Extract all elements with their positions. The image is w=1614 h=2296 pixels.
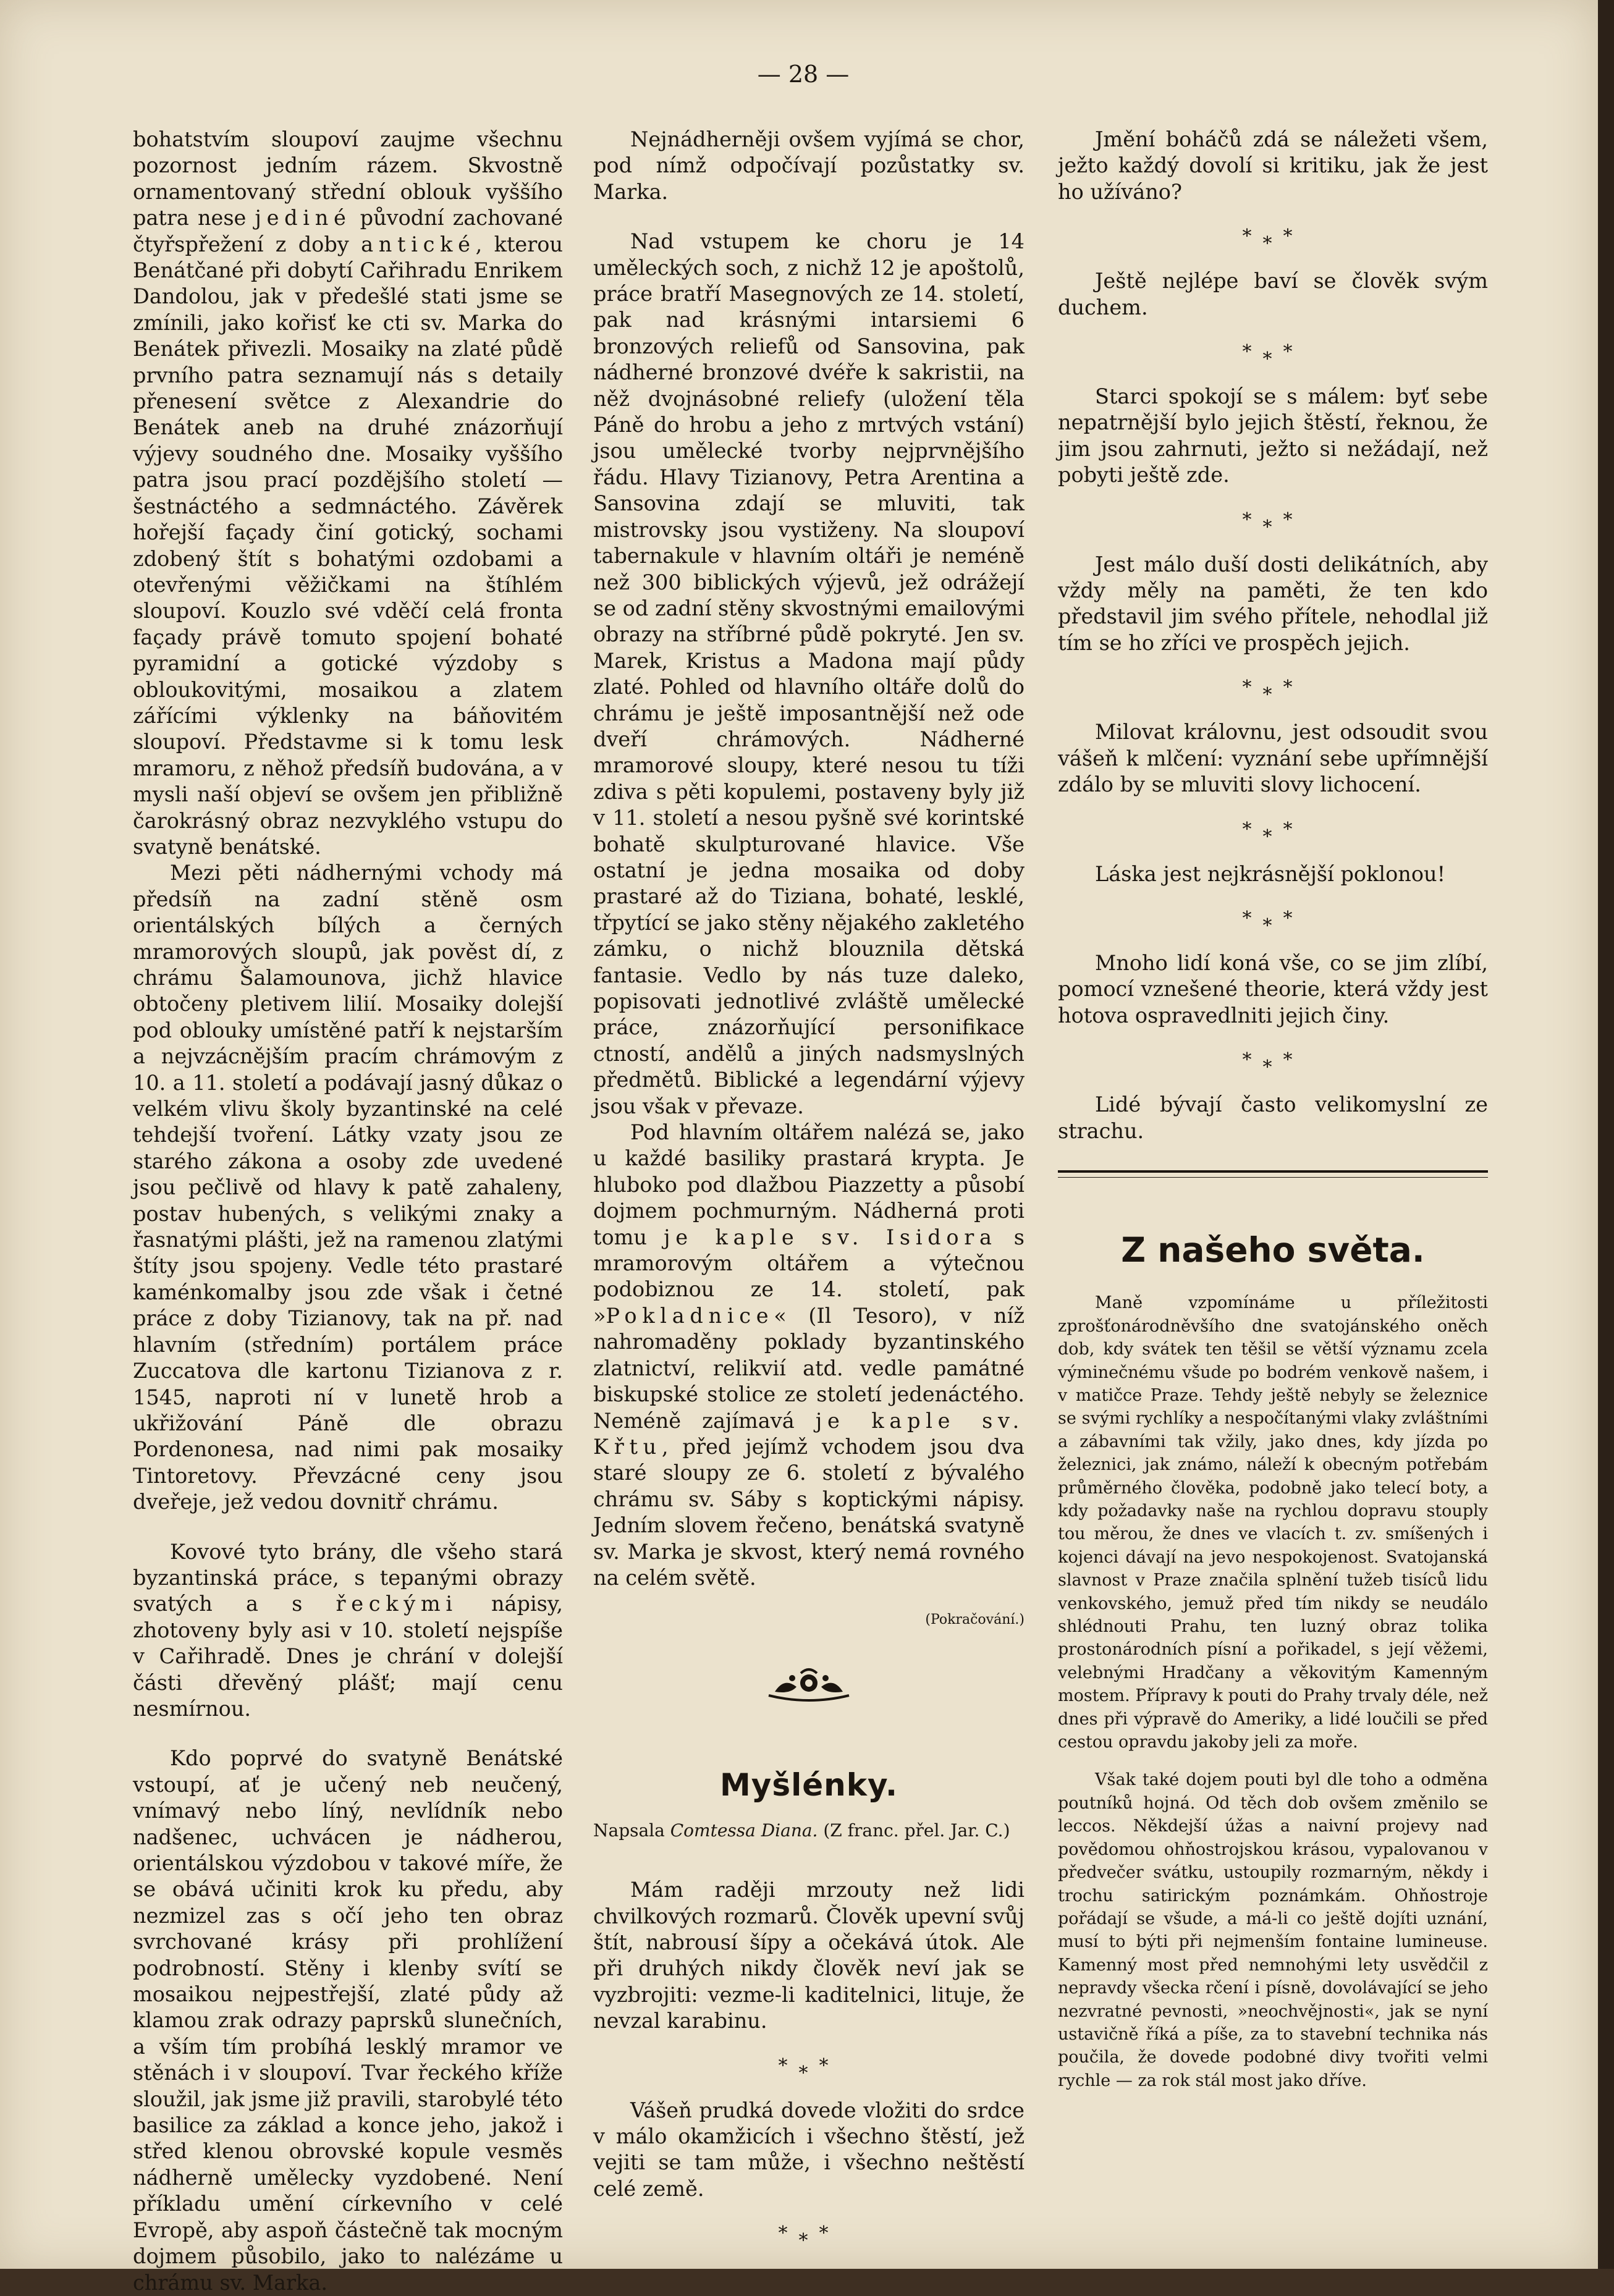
column-middle xyxy=(593,127,1025,2265)
maxim: Jest málo duší dosti delikátních, aby vždy měly na paměti, že ten kdo představil jim svého přítele, nehodlal již tím se ho zříci ve prospěch jejich. xyxy=(1058,552,1488,655)
maxim: Lidé bývají často velikomyslní ze strachu. xyxy=(1058,1092,1488,1143)
column-right xyxy=(1058,127,1488,2092)
continuation-note: (Pokračování.) xyxy=(925,1612,1025,1628)
section-divider-rule xyxy=(1058,1170,1488,1178)
page-number: — 28 — xyxy=(757,61,850,88)
asterism-divider: *** xyxy=(1242,341,1304,371)
paragraph: Kovové tyto brány, dle všeho stará byzantinská práce, s tepanými obrazy svatých a s řeckými nápisy, zhotoveny byly asi v 10. století nejspíše v Cařihradě. Dnes je chrání v dolejší části dřevěný plášť; mají cenu nesmírnou. xyxy=(133,1539,563,1721)
asterism-divider: *** xyxy=(1242,509,1304,538)
byline: Napsala Comtessa Diana. (Z franc. přel. Jar. C.) xyxy=(593,1820,1010,1841)
maxim: Mnoho lidí koná vše, co se jim zlíbí, pomocí vznešené theorie, která vždy jest hotova ospravedlniti jejich činy. xyxy=(1058,950,1488,1028)
paragraph: bohatstvím sloupoví zaujme všechnu pozornost jedním rázem. Skvostně ornamentovaný střední oblouk vyššího patra nese jediné původní zachované čtyřspřežení z doby antické, kterou Benátčané při dobytí Cařihradu Enrikem Dandolou, jak v předešlé stati jsme se zmínili, jako kořisť ke cti sv. Marka do Benátek přivezli. Mosaiky na zlaté půdě prvního patra seznamují nás s detaily přenesení světce z Alexandrie do Benátek aneb na druhé znázorňují výjevy soudného dne. Mosaiky vyššího patra jsou prací pozdějšího století — šestnáctého a sedmnáctého. Závěrek hořejší façady činí gotický, sochami zdobený štít s bohatými ozdobami a otevřenými věžičkami na štíhlém sloupoví. Kouzlo své vděčí celá fronta façady právě tomuto spojení bohaté pyramidní a gotické výzdoby s obloukovitými, mosaikou a zlatem zářícími výklenky na báňovitém sloupoví. Představme si k tomu lesk mramoru, z něhož předsíň budována, a v mysli naší objeví se ovšem jen přibližně čarokrásný obraz nezvyklého vstupu do svatyně benátské. xyxy=(133,127,563,859)
maxim: Milovat královnu, jest odsoudit svou vášeň k mlčení: vyznání sebe upřímnější zdálo by se mluviti slovy lichocení. xyxy=(1058,720,1488,797)
paragraph: Nad vstupem ke choru je 14 uměleckých soch, z nichž 12 je apoštolů, práce bratří Masegnových ze 14. století, pak nad krásnými intarsiemi 6 bronzových reliefů od Sansovina, pak nádherné bronzové dvéře k sakristii, na něž dvojnásobné reliefy (uložení těla Páně do hrobu a jeho z mrtvých vstání) jsou umělecké tvorby nejprvnějšího řádu. Hlavy Tizianovy, Petra Arentina a Sansovina zdají se mluviti, tak mistrovsky jsou vystiženy. Na sloupoví tabernakule v hlavním oltáři je neméně než 300 biblických výjevů, jež odrážejí se od zadní stěny skvostnými emailovými obrazy na stříbrné půdě pokryté. Jen sv. Marek, Kristus a Madona mají půdy zlaté. Pohled od hlavního oltáře dolů do chrámu je ještě imposantnější než ode dveří chrámových. Nádherné mramorové sloupy, které nesou tu tíži zdiva s pěti kopulemi, postaveny byly již v 11. století a nesou pyšně své korintské bohatě skulpturované hlavice. Vše ostatní je jedna mosaika od doby prastaré až do Tiziana, bohaté, lesklé, třpytící se jako stěny nějakého zakletého zámku, o nichž blouznila dětská fantasie. Vedlo by nás tuze daleko, popisovati jednotlivé zvláště umělecké práce, znázorňující personifikace ctností, andělů a jiných nadsmyslných předmětů. Biblické a legendární výjevy jsou však v převaze. xyxy=(593,229,1025,1118)
paragraph: Pod hlavním oltářem nalézá se, jako u každé basiliky prastará krypta. Je hluboko pod dlažbou Piazzetty a působí dojmem pochmurným. Nádherná proti tomu je kaple sv. Isidora s mramorovým oltářem a výtečnou podobiznou ze 14. století, pak »Pokladnice« (Il Tesoro), v níž nahromaděny poklady byzantinského zlatnictví, relikvií atd. vedle památné biskupské stolice ze století jedenáctého. Neméně zajímavá je kaple sv. Křtu, před jejímž vchodem jsou dva staré sloupy ze 6. století z bývalého chrámu sv. Sáby s koptickými nápisy. Jedním slovem řečeno, benátská svatyně sv. Marka je skvost, který nemá rovného na celém světě. xyxy=(593,1120,1025,1590)
asterism-divider: *** xyxy=(1242,226,1304,255)
floral-vignette-icon xyxy=(763,1665,855,1708)
asterism-divider: *** xyxy=(778,2054,840,2084)
paragraph: Však také dojem pouti byl dle toho a odměna poutníků hojná. Od těch dob ovšem změnilo se leccos. Někdejší úžas a naivní projevy nad povědomou ohňostrojskou krásou, vypalovanou v předvečer svátku, ustoupily rozmarným, někdy i trochu satirickým poznámkám. Ohňostroje pořádají se všude, a má-li co ještě dojíti uznání, musí to býti při nejmenším fontaine lumineuse. Kamenný most před nemnohými lety usvědčil z nepravdy všecka rčení i písně, dovolávající se jeho nezvratné pevnosti, »neochvějnosti«, jak se nyní ustavičně říká a píše, za to stavební technika nás poučila, že dovede podobné divy tvořiti velmi rychle — za rok stál most jako dříve. xyxy=(1058,1770,1488,2090)
asterism-divider: *** xyxy=(1242,1049,1304,1079)
article-body xyxy=(1058,1291,1488,2092)
paragraph: Kdo poprvé do svatyně Benátské vstoupí, ať je učený neb neučený, vnímavý nebo líný, nevlídník nebo nadšenec, uchvácen je nádherou, orientálskou výzdobou v takové míře, že se obává učiniti krok ku předu, aby nezmizel zas s očí jeho ten obraz svrchované krásy při prohlížení podrobností. Stěny i klenby svítí se mosaikou nejpestřejší, zlaté půdy až klamou zrak odrazy paprsků slunečních, a vším tím probíhá lesklý mramor ve stěnách i v sloupoví. Tvar řeckého kříže sloužil, jak jsme již pravili, starobylé této basilice za základ a konce jeho, jakož i střed klenou obrovské kopule vesměs nádherně umělecky vyzdobené. Není příkladu umění církevního v celé Evropě, aby aspoň částečně tak mocným dojmem působilo, jako to nalézáme u chrámu sv. Marka. xyxy=(133,1746,563,2295)
paragraph: Mezi pěti nádhernými vchody má předsíň na zadní stěně osm orientálských bílých a černých mramorových sloupů, jak pověst dí, z chrámu Šalamounova, jichž hlavice obtočeny pletivem lilií. Mosaiky dolejší pod oblouky umístěné patří k nejstarším a nejvzácnějším pracím chrámovým z 10. a 11. století a podávají jasný důkaz o velkém vlivu školy byzantinské na celé tehdejší tvoření. Látky vzaty jsou ze starého zákona a osoby zde uvedené jsou pečlivě od hlavy k patě zahaleny, postav hubených, s velikými znaky a řasnatými plášti, jež na ramenou zlatými štíty jsou spojeny. Vedle této prastaré kaménkomalby jsou zde však i četné práce z doby Tizianovy, tak na př. nad hlavním (středním) portálem práce Zuccatova dle kartonu Tizianova z r. 1545, naproti ní v lunetě hrob a ukřižování Páně dle obrazu Pordenonesa, nad nimi pak mosaiky Tintoretovy. Převzácné ceny jsou dveřeje, jež vedou dovnitř chrámu. xyxy=(133,861,563,1514)
maxim: Jmění boháčů zdá se náležeti všem, ježto každý dovolí si kritiku, jak že jest ho užíváno? xyxy=(1058,127,1488,204)
asterism-divider: *** xyxy=(778,2222,840,2252)
maxim: Ještě nejlépe baví se člověk svým duchem. xyxy=(1058,269,1488,319)
paragraph: Nejnádherněji ovšem vyjímá se chor, pod nímž odpočívají pozůstatky sv. Marka. xyxy=(593,127,1025,204)
column-left xyxy=(133,127,563,2296)
page-binding-edge xyxy=(1598,0,1614,2269)
maxim: Láska jest nejkrásnější poklonou! xyxy=(1095,861,1446,886)
asterism-divider: *** xyxy=(1242,907,1304,937)
asterism-divider: *** xyxy=(1242,677,1304,706)
paragraph: Maně vzpomínáme u příležitosti zprošťonárodněvšího dne svatojánského oněch dob, kdy svátek ten těšil se větší významu zcela výminečnému všude po bodrém venkově našem, i v matičce Praze. Tehdy ještě nebyly se železnice se svými rychlíky a nespočítanými vlaky zvláštními a zábavními tak vžily, jako dnes, kdy jízda po železnici, jak známo, náleží k obecným potřebám průměrného člověka, podobně jako telecí boty, a kdy požadavky naše na rychlou dopravu stouply tou měrou, že dnes ve vlacích t. zv. smíšených i kojenci dávají na jevo nespokojenost. Svatojanská slavnost v Praze značila splnění tužeb tisíců lidu venkovského, jemuž před tím nikdy se neudálo shlédnouti Prahu, ten luzný obraz tolika prostonárodních písní a pořikadel, s její věžemi, velebnými Hradčany a věkovitým Kamenným mostem. Přípravy k pouti do Prahy trvaly déle, než dnes při výpravě do Ameriky, a lidé loučili se před cestou opravdu jakoby jeli za moře. xyxy=(1058,1293,1488,1752)
maxim: Vášeň prudká dovede vložiti do srdce v málo okamžicích i všechno štěstí, jež vejiti se tam může, i všechno neštěstí celé země. xyxy=(593,2098,1025,2201)
maxim: Mám raději mrzouty než lidi chvilkových rozmarů. Člověk upevní svůj štít, nabrousí šípy a očekává útok. Ale při druhých nikdy člověk neví jak se vyzbrojiti: vezme-li kaditelnici, lituje, že nevzal karabinu. xyxy=(593,1878,1025,2033)
asterism-divider: *** xyxy=(1242,818,1304,848)
maxim: Starci spokojí se s málem: byť sebe nepatrnější bylo jejich štěstí, řeknou, že jim jsou zahrnuti, ježto si nežádají, než pobyti ještě zde. xyxy=(1058,384,1488,487)
section-title: Z našeho světa. xyxy=(1121,1230,1425,1270)
section-title: Myšlénky. xyxy=(719,1766,898,1803)
